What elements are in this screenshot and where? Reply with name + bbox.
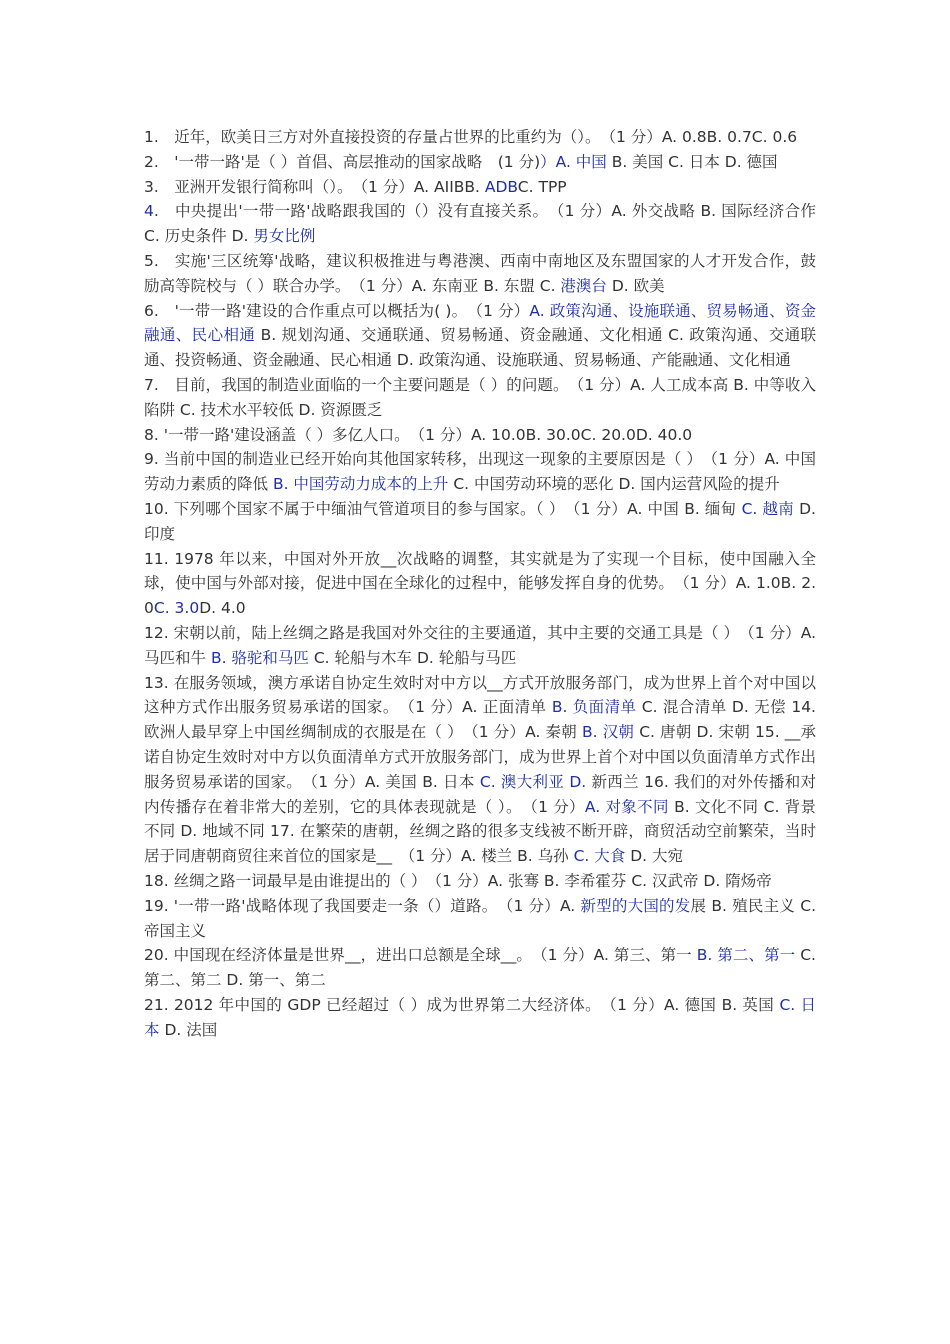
question-text: D. 大宛 bbox=[625, 847, 683, 866]
question-text: D. 4.0 bbox=[199, 599, 246, 618]
question-text: C. 中国劳动环境的恶化 D. 国内运营风险的提升 bbox=[448, 475, 780, 494]
question-text: 9. 当前中国的制造业已经开始向其他国家转移，出现这一现象的主要原因是（ ） （1 分）A. 中国劳动力素质的降低 bbox=[144, 450, 816, 494]
question-paragraph bbox=[144, 671, 816, 869]
question-text: 7. 目前，我国的制造业面临的一个主要问题是（ ）的问题。 （1 分）A. 人工成本高 B. 中等收入陷阱 C. 技术水平较低 D. 资源匮乏 bbox=[144, 375, 816, 419]
question-paragraph bbox=[144, 299, 816, 373]
answer-highlight: C. 3.0 bbox=[153, 599, 200, 618]
document-body bbox=[144, 125, 816, 1042]
question-text: 8. '一带一路'建设涵盖（ ）多亿人口。 （1 分）A. 10.0B. 30.0C. 20.0D. 40.0 bbox=[144, 425, 693, 444]
question-text: 6. '一带一路'建设的合作重点可以概括为( )。 （1 分） bbox=[144, 301, 530, 320]
question-text: 20. 中国现在经济体量是世界__，进出口总额是全球__。 （1 分）A. 第三、第一 bbox=[144, 946, 697, 965]
question-text: 10. 下列哪个国家不属于中缅油气管道项目的参与国家。（ ） （1 分）A. 中国 B. 缅甸 bbox=[144, 499, 742, 518]
answer-highlight: A. 对象不同 bbox=[584, 797, 669, 816]
question-text: C. 第二、第二 D. 第一、第二 bbox=[144, 946, 816, 990]
answer-highlight: ）A. 中国 bbox=[540, 152, 607, 171]
question-text: 5. 实施'三区统筹'战略，建议积极推进与粤港澳、西南中南地区及东盟国家的人才开发合作，鼓励高等院校与（ ）联合办学。 （1 分）A. 东南亚 B. 东盟 C. bbox=[144, 251, 816, 295]
question-text: B. 文化不同 C. 背景不同 D. 地域不同 17. 在繁荣的唐朝，丝绸之路的很多支线被不断开辟，商贸活动空前繁荣，当时居于同唐朝商贸往来首位的国家是__ （1 分）A. 楼兰 B. 乌孙 bbox=[144, 797, 817, 866]
question-paragraph bbox=[144, 175, 816, 200]
answer-highlight: 港澳台 bbox=[560, 276, 607, 295]
question-paragraph bbox=[144, 621, 816, 671]
question-text: D. 法国 bbox=[159, 1020, 218, 1039]
answer-highlight: A. 政策沟通、设施联通、贸易畅通、资金融通、民心相通 bbox=[144, 301, 816, 345]
answer-highlight: C. 大食 bbox=[573, 847, 626, 866]
answer-highlight: 男女比例 bbox=[253, 227, 316, 246]
answer-highlight: 新型的大国的发 bbox=[580, 896, 691, 915]
question-paragraph bbox=[144, 423, 816, 448]
question-text: D. 欧美 bbox=[606, 276, 665, 295]
question-paragraph bbox=[144, 373, 816, 423]
answer-highlight: 4. bbox=[144, 202, 159, 221]
question-paragraph bbox=[144, 869, 816, 894]
answer-highlight: B. 第二、第一 bbox=[696, 946, 796, 965]
question-paragraph bbox=[144, 497, 816, 547]
question-paragraph bbox=[144, 894, 816, 944]
question-paragraph bbox=[144, 547, 816, 621]
question-text: C. 混合清单 D. 无偿 14. 欧洲人最早穿上中国丝绸制成的衣服是在（ ） （1 分）A. 秦朝 bbox=[144, 698, 816, 742]
question-text: B. 规划沟通、交通联通、贸易畅通、资金融通、文化相通 C. 政策沟通、交通联通、投资畅通、资金融通、民心相通 D. 政策沟通、设施联通、贸易畅通、产能融通、文化相通 bbox=[144, 326, 816, 370]
question-text: C. 轮船与木车 D. 轮船与马匹 bbox=[308, 648, 517, 667]
question-text: 12. 宋朝以前，陆上丝绸之路是我国对外交往的主要通道，其中主要的交通工具是（ ） （1 分）A. 马匹和牛 bbox=[144, 623, 816, 667]
question-text: 1. 近年，欧美日三方对外直接投资的存量占世界的比重约为（）。 （1 分）A. 0.8B. 0.7C. 0.6 bbox=[144, 128, 798, 146]
answer-highlight: B. 负面清单 bbox=[551, 698, 637, 717]
question-text: 展 B. 殖民主义 C. 帝国主义 bbox=[144, 896, 816, 940]
question-paragraph bbox=[144, 447, 816, 497]
answer-highlight: C. 澳大利亚 D. bbox=[479, 772, 587, 791]
question-text: 11. 1978 年以来，中国对外开放__次战略的调整，其实就是为了实现一个目标，使中国融入全球，使中国与外部对接，促进中国在全球化的过程中，能够发挥自身的优势。 （1 分）A. 1.0B. 2.0 bbox=[144, 549, 816, 618]
question-paragraph bbox=[144, 199, 816, 249]
question-paragraph bbox=[144, 249, 816, 299]
question-text: 中央提出'一带一路'战略跟我国的（）没有直接关系。 （1 分）A. 外交战略 B. 国际经济合作 C. 历史条件 D. bbox=[144, 202, 816, 246]
question-text: B. 美国 C. 日本 D. 德国 bbox=[606, 152, 778, 171]
question-paragraph bbox=[144, 125, 816, 150]
question-text: 18. 丝绸之路一词最早是由谁提出的（ ） （1 分）A. 张骞 B. 李希霍芬 C. 汉武帝 D. 隋炀帝 bbox=[144, 871, 772, 890]
question-text: 2. '一带一路'是（ ）首倡、高层推动的国家战略 (1 分) bbox=[144, 152, 541, 171]
answer-highlight: C. 日本 bbox=[144, 995, 816, 1039]
question-text: 新西兰 16. 我们的对外传播和对内传播存在着非常大的差别，它的具体表现就是（ ）。 （1 分） bbox=[144, 772, 817, 816]
question-text: 19. '一带一路'战略体现了我国要走一条（）道路。 （1 分）A. bbox=[144, 896, 581, 915]
answer-highlight: B. 中国劳动力成本的上升 bbox=[272, 475, 449, 494]
answer-highlight: B. 汉朝 bbox=[582, 723, 635, 742]
question-paragraph bbox=[144, 943, 816, 993]
question-text: 13. 在服务领域，澳方承诺自协定生效时对中方以__方式开放服务部门，成为世界上首个对中国以这种方式作出服务贸易承诺的国家。 （1 分）A. 正面清单 bbox=[144, 673, 816, 717]
answer-highlight: B. 骆驼和马匹 bbox=[210, 648, 309, 667]
answer-highlight: C. 越南 bbox=[741, 499, 794, 518]
question-text: C. TPP bbox=[517, 177, 567, 196]
question-text: D. 印度 bbox=[144, 499, 816, 543]
question-paragraph bbox=[144, 150, 816, 175]
answer-highlight: ADB bbox=[484, 177, 518, 196]
question-text: 21. 2012 年中国的 GDP 已经超过（ ）成为世界第二大经济体。 （1 分）A. 德国 B. 英国 bbox=[144, 995, 780, 1014]
question-text: C. 唐朝 D. 宋朝 15. __承诺自协定生效时对中方以负面清单方式开放服务部门，成为世界上首个对中国以负面清单方式作出服务贸易承诺的国家。 （1 分）A. 美国 B. 日本 bbox=[144, 723, 816, 791]
question-text: 3. 亚洲开发银行简称叫（）。 （1 分）A. AIIBB. bbox=[144, 177, 485, 196]
question-paragraph bbox=[144, 993, 816, 1043]
